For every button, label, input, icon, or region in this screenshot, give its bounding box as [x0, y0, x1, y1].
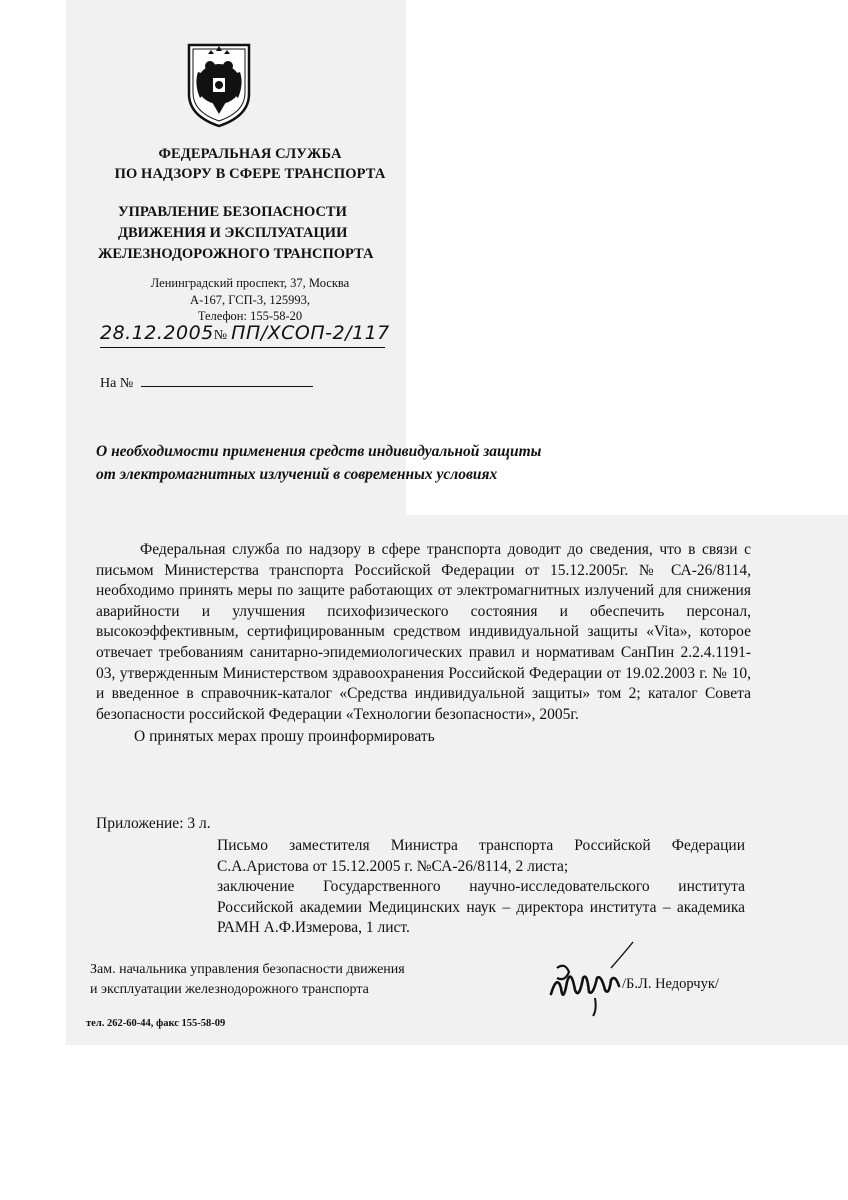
coat-of-arms-emblem [186, 42, 252, 128]
attachment-label: Приложение: 3 л. [96, 815, 211, 832]
reference-number-sign: № [213, 328, 228, 343]
department-line1: УПРАВЛЕНИЕ БЕЗОПАСНОСТИ [118, 204, 347, 220]
body-paragraph-1: Федеральная служба по надзору в сфере транспорта доводит до сведения, что в связи с письмом Министерства транспорта Российской Федерации от 15.12.2005г. № СА-26/8114, необходимо принять меры по защите работающих от электромагнитных излучений для снижения аварийности и улучшения психофизического состояния и обеспечить персонал, высокоэффективным, сертифицированным средством индивидуальной защиты «Vita», которое отвечает требованиям санитарно-эпидемиологических правил и нормативам СанПин 2.2.4.1191-03, утвержденным Министерством здравоохранения Российской Федерации от 19.02.2003 г. № 10, и введенное в справочник-каталог «Средства индивидуальной защиты» том 2; каталог Совета безопасности российской Федерации «Технологии безопасности», 2005г. [96, 541, 751, 723]
address-block [90, 275, 410, 325]
attachment-item-1: Письмо заместителя Министра транспорта Российской Федерации С.А.Аристова от 15.12.2005 г. №СА-26/8114, 2 листа; [217, 837, 745, 875]
reference-underline [100, 347, 385, 348]
letter-body [96, 540, 751, 748]
letter-subject [96, 440, 616, 486]
address-street: Ленинградский проспект, 37, Москва [150, 276, 350, 290]
address-phone: Телефон: 155-58-20 [197, 309, 303, 323]
department-line2: ДВИЖЕНИЯ И ЭКСПЛУАТАЦИИ [118, 225, 348, 241]
signatory-position-line1: Зам. начальника управления безопасности движения [90, 962, 405, 977]
reply-to-field [100, 372, 313, 392]
address-postal: А-167, ГСП-3, 125993, [190, 292, 310, 307]
department-name [98, 202, 438, 265]
department-line3: ЖЕЛЕЗНОДОРОЖНОГО ТРАНСПОРТА [98, 246, 374, 262]
attachment-list [217, 836, 745, 939]
subject-line1: О необходимости применения средств индивидуальной защиты [96, 443, 542, 460]
body-paragraph-2: О принятых мерах прошу проинформировать [134, 728, 435, 746]
attachment-item-2: заключение Государственного научно-исследовательского института Российской академии Медицинских наук – директора института – академика РАМН А.Ф.Измерова, 1 лист. [217, 878, 745, 936]
signatory-position [90, 960, 530, 1000]
double-headed-eagle-icon [186, 42, 252, 128]
org-name-line1: ФЕДЕРАЛЬНАЯ СЛУЖБА [158, 146, 342, 162]
footer-contacts: тел. 262-60-44, факс 155-58-09 [86, 1018, 226, 1029]
reply-to-blank [141, 372, 313, 387]
reference-date: 28.12.2005 [100, 322, 214, 344]
signatory-position-line2: и эксплуатации железнодорожного транспорта [90, 982, 369, 997]
signatory-name: /Б.Л. Недорчук/ [622, 976, 719, 992]
org-name-line2: ПО НАДЗОРУ В СФЕРЕ ТРАНСПОРТА [114, 166, 386, 182]
reply-to-label: На № [100, 376, 134, 391]
outgoing-reference [100, 322, 400, 354]
subject-line2: от электромагнитных излучений в современных условиях [96, 466, 498, 483]
reference-number: ПП/ХСОП-2/117 [231, 322, 390, 344]
org-name [60, 144, 440, 184]
